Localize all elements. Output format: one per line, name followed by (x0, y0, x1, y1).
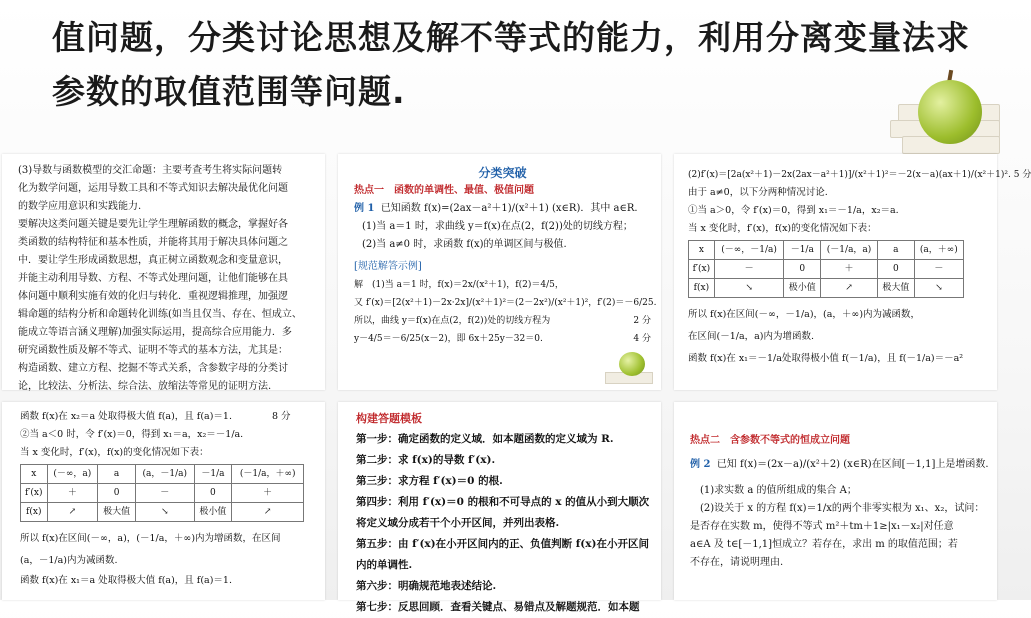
table-cell: －1/a (194, 465, 232, 484)
table-cell: 极小值 (194, 503, 232, 522)
table-cell: ↗ (232, 503, 304, 522)
template-step: 第四步：利用 f′(x)＝0 的根和不可导点的 x 的值从小到大顺次 (356, 496, 650, 508)
table-row (21, 465, 304, 484)
books-apple-decoration (890, 40, 1000, 150)
table-cell: f(x) (21, 503, 48, 522)
table-cell: 0 (877, 260, 914, 279)
text-line: (a，－1/a)内为减函数. (20, 555, 118, 566)
example-text: 已知函数 f(x)=(2ax－a²＋1)/(x²＋1) (x∈R)．其中 a∈R. (380, 203, 638, 214)
table-cell: ↗ (821, 279, 878, 298)
table-cell: (－1/a，a) (821, 241, 878, 260)
text-line: 所以 f(x)在区间(－∞，－1/a)，(a，＋∞)内为减函数， (688, 309, 921, 320)
text-line: 在区间(－1/a，a)内为增函数. (688, 331, 815, 342)
table-cell: a (98, 465, 136, 484)
table-cell: (－1/a，＋∞) (232, 465, 304, 484)
panel-example-2 (674, 402, 997, 600)
template-step: 第一步：确定函数的定义域．如本题函数的定义域为 R. (356, 433, 614, 445)
text-line: 研究函数性质及解不等式、证明不等式的基本方法，尤其是： (18, 345, 288, 356)
template-step: 第三步：求方程 f′(x)＝0 的根. (356, 475, 503, 487)
table-cell: ＋ (232, 484, 304, 503)
question-2-cont: 是否存在实数 m，使得不等式 m²＋tm＋1≥|x₁－x₂|对任意 (690, 521, 954, 532)
example-text: 已知 f(x)＝(2x－a)/(x²＋2) (x∈R)在区间[－1,1]上是增函数. (716, 459, 989, 470)
slide-title-line-1: 值问题，分类讨论思想及解不等式的能力，利用分离变量法求 (52, 18, 970, 57)
table-cell: ↘ (914, 279, 963, 298)
question-2-cont: 不存在，请说明理由. (690, 557, 784, 568)
apple-decoration (619, 352, 645, 376)
variation-table (20, 464, 304, 522)
table-row (689, 260, 964, 279)
text-line: 函数 f(x)在 x₁＝－1/a处取得极小值 f(－1/a)，且 f(－1/a)＝－a² (688, 353, 964, 364)
table-cell: f′(x) (21, 484, 48, 503)
table-cell: 极大值 (877, 279, 914, 298)
template-heading: 构建答题模板 (356, 412, 422, 425)
text-line: 所以 f(x)在区间(－∞，a)，(－1/a，＋∞)内为增函数，在区间 (20, 533, 281, 544)
text-line: ②当 a＜0 时，令 f′(x)＝0，得到 x₁＝a，x₂＝－1/a. (20, 429, 244, 440)
solution-line: y－4/5＝－6/25(x－2)，即 6x＋25y－32＝0. (354, 334, 543, 344)
text-line: 辑命题的结构分析和命题转化训练(如当且仅当、存在、恒成立、 (18, 309, 302, 320)
text-line: 函数 f(x)在 x₂＝a 处取得极大值 f(a)，且 f(a)＝1. (20, 411, 232, 422)
table-cell: ↘ (136, 503, 194, 522)
table-cell: 0 (98, 484, 136, 503)
template-step: 第五步：由 f′(x)在小开区间内的正、负值判断 f(x)在小开区间 (356, 538, 650, 550)
example-label: 例 2 (690, 459, 711, 470)
derivative-line: (2)f′(x)＝[2a(x²＋1)－2x(2ax－a²＋1)]/(x²＋1)²＝－2(x－a)(ax＋1)/(x²＋1)². (688, 170, 1011, 180)
text-line: 中．要让学生形成函数思想，真正树立函数观念和变量意识， (18, 255, 288, 266)
table-cell: (－∞，a) (47, 465, 98, 484)
variation-table (688, 240, 964, 298)
panel-example-1 (338, 154, 661, 390)
text-line: 类函数的结构特征和基本性质，并能将其用于解决具体问题之 (18, 237, 288, 248)
text-line: 并能主动利用导数、方程、不等式处理问题，让他们能够在具 (18, 273, 288, 284)
solution-line: 又 f′(x)＝[2(x²＋1)－2x·2x]/(x²＋1)²＝(2－2x²)/(x²＋1)²，f′(2)＝－6/25. (354, 298, 657, 308)
text-line: 由于 a≠0，以下分两种情况讨论. (688, 187, 828, 198)
template-step: 第二步：求 f(x)的导数 f′(x). (356, 454, 496, 466)
template-step: 第六步：明确规范地表述结论. (356, 580, 497, 592)
table-row (689, 279, 964, 298)
table-cell: f′(x) (689, 260, 715, 279)
text-line: 能成立等语言涵义理解)加强实际运用，提高综合应用能力．多 (18, 327, 292, 338)
table-cell: a (877, 241, 914, 260)
text-line: 当 x 变化时，f′(x)，f(x)的变化情况如下表： (688, 223, 877, 234)
table-row (21, 484, 304, 503)
text-line: 论，比较法、分析法、综合法、放缩法等常见的证明方法. (18, 381, 272, 392)
table-cell: － (714, 260, 784, 279)
demo-label: [规范解答示例] (354, 261, 422, 272)
text-line: 函数 f(x)在 x₁＝a 处取得极大值 f(a)，且 f(a)＝1. (20, 575, 232, 586)
table-row (21, 503, 304, 522)
table-cell: ↗ (47, 503, 98, 522)
score-points: 5 分 (1013, 170, 1031, 180)
table-cell: 0 (194, 484, 232, 503)
table-row (689, 241, 964, 260)
text-line: 化为数学问题，运用导数工具和不等式知识去解决最优化问题 (18, 183, 288, 194)
text-line: 的数学应用意识和实践能力. (18, 201, 142, 212)
text-line: 要解决这类问题关键是要先让学生理解函数的概念，掌握好各 (18, 219, 288, 230)
panel-solution-part-3 (2, 402, 325, 600)
panel-exam-analysis (2, 154, 325, 390)
text-line: 当 x 变化时，f′(x)，f(x)的变化情况如下表： (20, 447, 209, 458)
hot-topic-1: 热点一 函数的单调性、最值、极值问题 (354, 185, 534, 196)
solution-line: 解 (1)当 a＝1 时，f(x)＝2x/(x²＋1)，f(2)＝4/5， (354, 280, 564, 290)
template-step: 内的单调性. (356, 559, 413, 571)
text-line: ①当 a＞0，令 f′(x)＝0，得到 x₁＝－1/a，x₂＝a. (688, 205, 899, 216)
template-step: 将定义域分成若干个小开区间，并列出表格. (356, 517, 560, 529)
question-2: (2)设关于 x 的方程 f(x)＝1/x的两个非零实根为 x₁、x₂，试问： (700, 503, 985, 514)
template-step: 第七步：反思回顾．查看关键点、易错点及解题规范．如本题 (356, 601, 640, 613)
text-line: 构造函数、建立方程、挖掘不等式关系，含参数字母的分类讨 (18, 363, 288, 374)
table-cell: x (689, 241, 715, 260)
solution-line: 所以，曲线 y＝f(x)在点(2，f(2))处的切线方程为 (354, 316, 551, 326)
table-cell: ＋ (47, 484, 98, 503)
table-cell: ↘ (714, 279, 784, 298)
score-points: 2 分 (633, 316, 651, 326)
table-cell: ＋ (821, 260, 878, 279)
table-cell: －1/a (784, 241, 821, 260)
table-cell: (a，＋∞) (914, 241, 963, 260)
question-2-cont: a∈A 及 t∈[－1,1]恒成立？若存在，求出 m 的取值范围；若 (690, 539, 958, 550)
example-label: 例 1 (354, 203, 375, 214)
text-line: (3)导数与函数模型的交汇命题：主要考查考生将实际问题转 (18, 165, 283, 176)
score-points: 8 分 (271, 411, 291, 422)
score-points: 4 分 (633, 334, 651, 344)
table-cell: 极大值 (98, 503, 136, 522)
question-1: (1)当 a＝1 时，求曲线 y＝f(x)在点(2，f(2))处的切线方程； (362, 221, 633, 232)
table-cell: 极小值 (784, 279, 821, 298)
table-cell: x (21, 465, 48, 484)
table-cell: f(x) (689, 279, 715, 298)
table-cell: (a，－1/a) (136, 465, 194, 484)
question-1: (1)求实数 a 的值所组成的集合 A； (700, 485, 857, 496)
question-2: (2)当 a≠0 时，求函数 f(x)的单调区间与极值. (362, 239, 567, 250)
section-heading: 分类突破 (478, 166, 527, 180)
panel-answer-template (338, 402, 661, 613)
table-cell: － (136, 484, 194, 503)
table-cell: 0 (784, 260, 821, 279)
panel-solution-part-2 (674, 154, 1031, 390)
table-cell: － (914, 260, 963, 279)
hot-topic-2: 热点二 含参数不等式的恒成立问题 (690, 435, 850, 446)
slide-title-line-2: 参数的取值范围等问题. (52, 72, 406, 111)
table-cell: (－∞，－1/a) (714, 241, 784, 260)
text-line: 体问题中顺利实施有效的化归与转化．重视逻辑推理，加强逻 (18, 291, 288, 302)
